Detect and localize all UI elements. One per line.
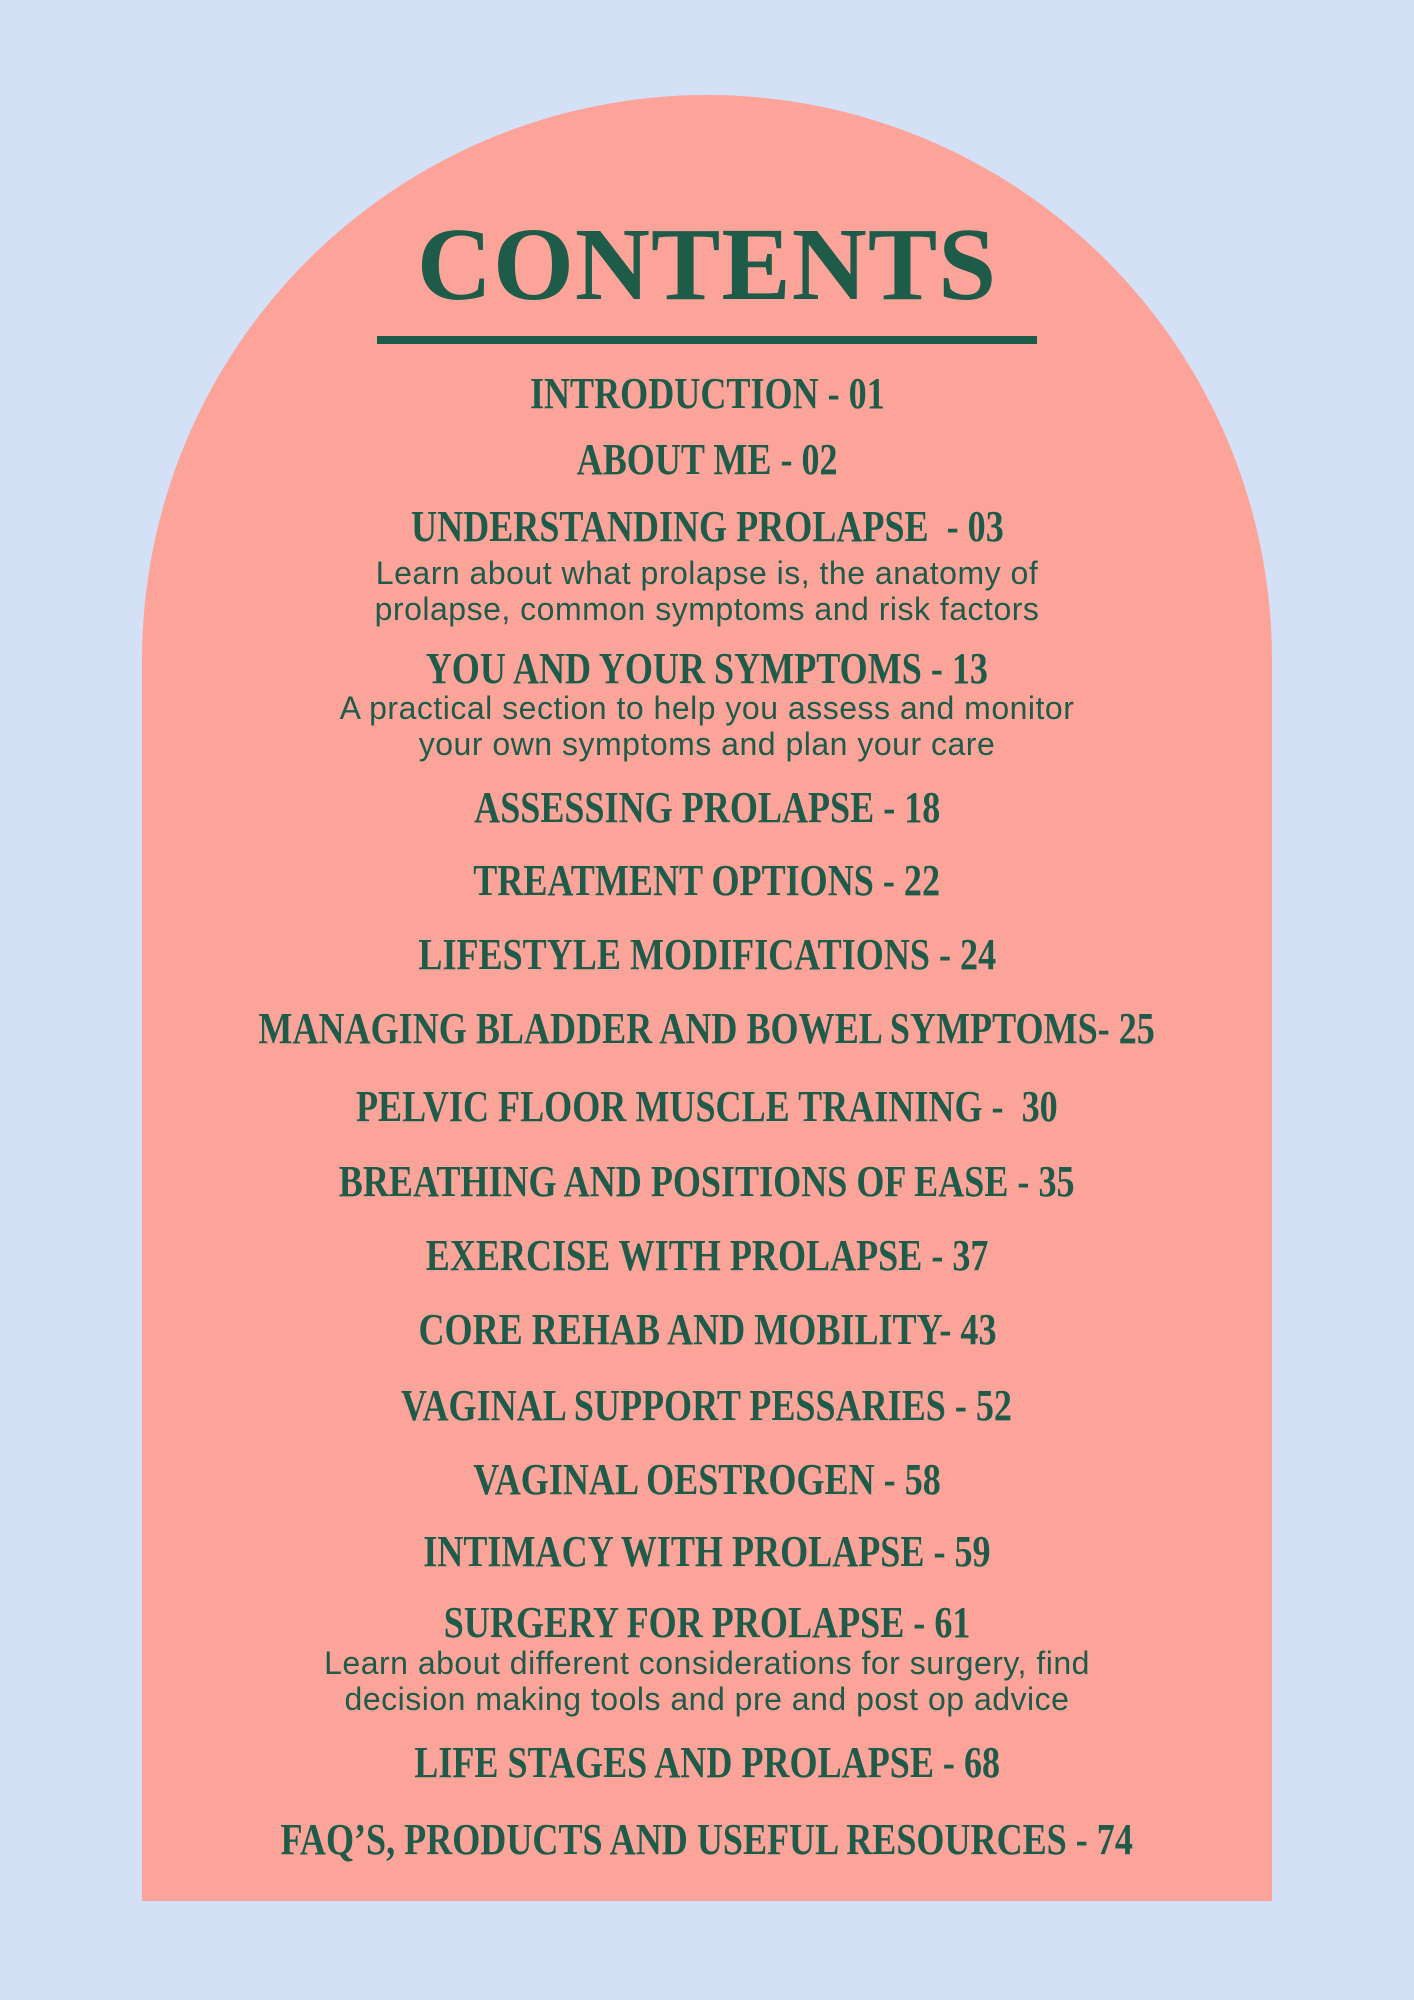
toc-entry-label: LIFESTYLE MODIFICATIONS - 24 bbox=[418, 930, 996, 979]
toc-entry-managing-bladder-bowel bbox=[142, 1005, 1272, 1053]
toc-entry-life-stages-and-prolapse bbox=[142, 1739, 1272, 1787]
page-title: CONTENTS bbox=[416, 207, 998, 322]
toc-entry-description bbox=[142, 1645, 1272, 1717]
description-line: decision making tools and pre and post op advice bbox=[344, 1681, 1070, 1717]
toc-entry-vaginal-oestrogen bbox=[142, 1456, 1272, 1504]
toc-entry-faqs-products-resources bbox=[142, 1816, 1272, 1864]
description-line: A practical section to help you assess and monitor bbox=[339, 690, 1075, 726]
toc-entry-label: ABOUT ME - 02 bbox=[576, 435, 838, 484]
description-line: your own symptoms and plan your care bbox=[418, 726, 996, 762]
toc-entry-surgery-for-prolapse bbox=[142, 1599, 1272, 1647]
toc-entry-intimacy-with-prolapse bbox=[142, 1528, 1272, 1576]
toc-entry-label: UNDERSTANDING PROLAPSE - 03 bbox=[410, 502, 1004, 551]
toc-entry-label: CORE REHAB AND MOBILITY- 43 bbox=[417, 1305, 997, 1354]
toc-entry-label: FAQ’S, PRODUCTS AND USEFUL RESOURCES - 74 bbox=[280, 1815, 1134, 1864]
toc-entry-label: INTIMACY WITH PROLAPSE - 59 bbox=[423, 1527, 991, 1576]
toc-entry-label: LIFE STAGES AND PROLAPSE - 68 bbox=[414, 1738, 1000, 1787]
toc-entry-label: VAGINAL SUPPORT PESSARIES - 52 bbox=[401, 1381, 1013, 1430]
description-line: Learn about different considerations for surgery, find bbox=[324, 1645, 1090, 1681]
toc-entry-label: MANAGING BLADDER AND BOWEL SYMPTOMS- 25 bbox=[258, 1004, 1156, 1053]
toc-entry-label: TREATMENT OPTIONS - 22 bbox=[473, 856, 941, 905]
toc-entry-treatment-options bbox=[142, 857, 1272, 905]
toc-entry-lifestyle-modifications bbox=[142, 931, 1272, 979]
toc-entry-label: SURGERY FOR PROLAPSE - 61 bbox=[443, 1598, 971, 1647]
toc-entry-exercise-with-prolapse bbox=[142, 1232, 1272, 1280]
toc-entry-you-and-your-symptoms bbox=[142, 645, 1272, 693]
title-underline bbox=[377, 336, 1037, 344]
toc-entry-pelvic-floor-muscle-training bbox=[142, 1083, 1272, 1131]
toc-entry-description bbox=[142, 555, 1272, 627]
toc-entry-label: ASSESSING PROLAPSE - 18 bbox=[473, 783, 941, 832]
toc-entry-label: BREATHING AND POSITIONS OF EASE - 35 bbox=[339, 1157, 1075, 1206]
toc-entry-label: YOU AND YOUR SYMPTOMS - 13 bbox=[425, 644, 989, 693]
toc-entry-label: EXERCISE WITH PROLAPSE - 37 bbox=[425, 1231, 989, 1280]
toc-entry-introduction bbox=[142, 370, 1272, 418]
toc-entry-description bbox=[142, 690, 1272, 762]
toc-entry-core-rehab-mobility bbox=[142, 1306, 1272, 1354]
description-line: Learn about what prolapse is, the anatomy of bbox=[375, 555, 1039, 591]
toc-entry-label: PELVIC FLOOR MUSCLE TRAINING - 30 bbox=[356, 1082, 1058, 1131]
description-line: prolapse, common symptoms and risk factors bbox=[374, 591, 1040, 627]
toc-entry-assessing-prolapse bbox=[142, 784, 1272, 832]
toc-entry-label: VAGINAL OESTROGEN - 58 bbox=[473, 1455, 941, 1504]
toc-entry-about-me bbox=[142, 436, 1272, 484]
toc-entry-label: INTRODUCTION - 01 bbox=[529, 369, 885, 418]
toc-entry-breathing-positions-of-ease bbox=[142, 1158, 1272, 1206]
toc-entry-vaginal-support-pessaries bbox=[142, 1382, 1272, 1430]
toc-entry-understanding-prolapse bbox=[142, 503, 1272, 551]
